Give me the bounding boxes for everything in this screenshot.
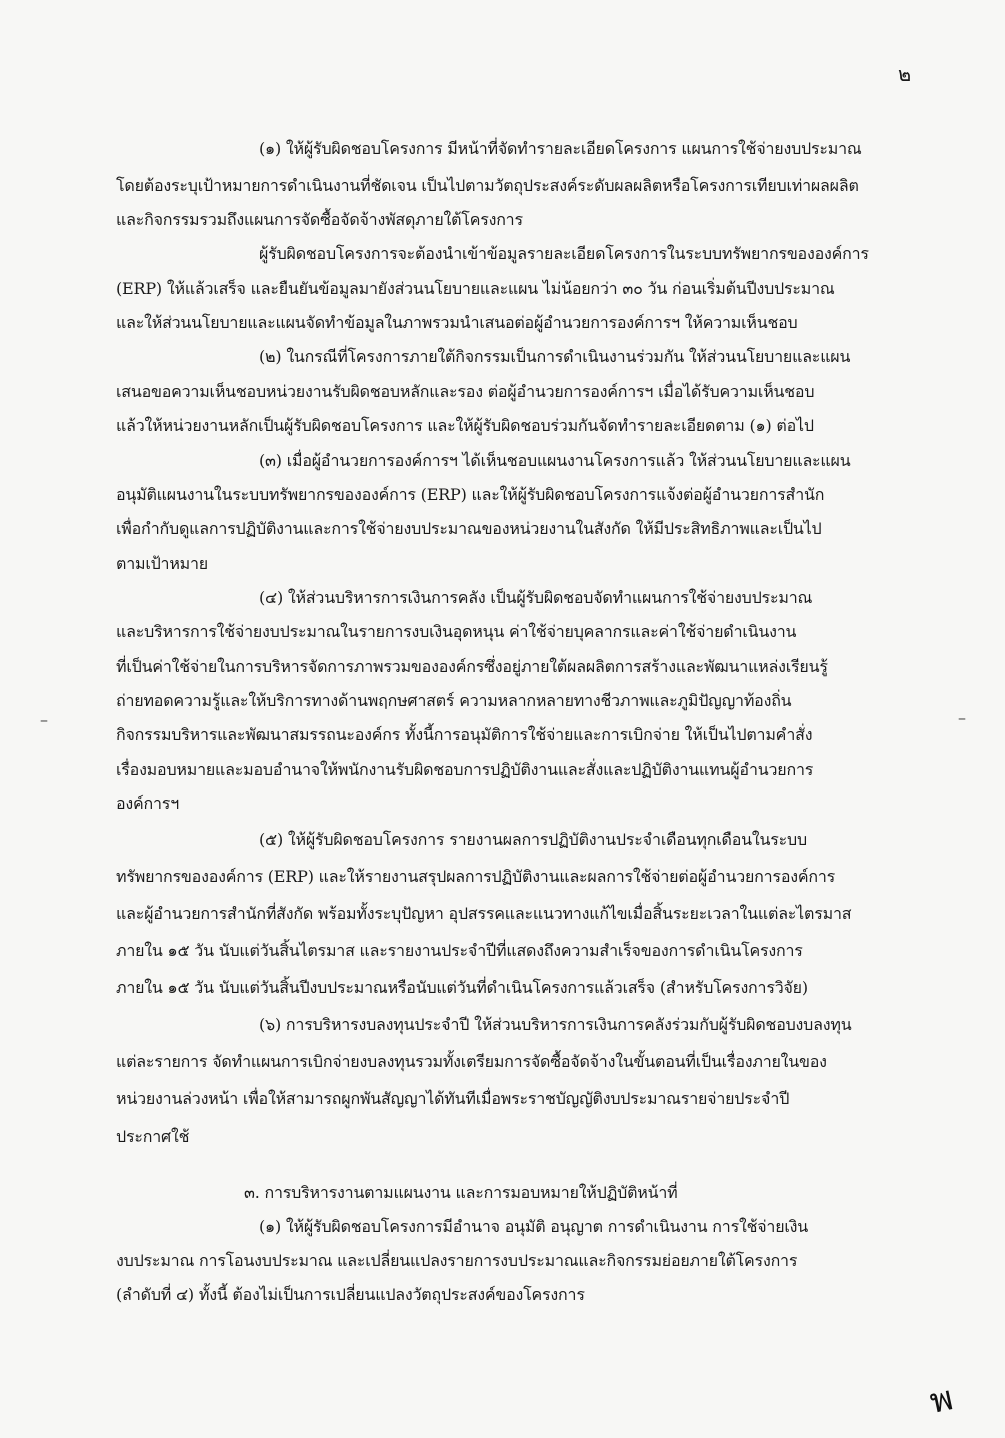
text-line: (๑) ให้ผู้รับผิดชอบโครงการมีอำนาจ อนุมัติ อนุญาต การดำเนินงาน การใช้จ่ายเงิน — [259, 1217, 809, 1236]
scan-mark: – — [958, 708, 966, 727]
text-line: ประกาศใช้ — [116, 1127, 190, 1146]
text-line: อนุมัติแผนงานในระบบทรัพยากรขององค์การ (ERP) และให้ผู้รับผิดชอบโครงการแจ้งต่อผู้อำนวยการสำนัก — [116, 485, 825, 504]
handwritten-initials: พ — [926, 1378, 957, 1422]
text-line: ผู้รับผิดชอบโครงการจะต้องนำเข้าข้อมูลรายละเอียดโครงการในระบบทรัพยากรขององค์การ — [259, 244, 869, 263]
text-line: งบประมาณ การโอนงบประมาณ และเปลี่ยนแปลงรายการงบประมาณและกิจกรรมย่อยภายใต้โครงการ — [116, 1251, 798, 1270]
text-line: หน่วยงานล่วงหน้า เพื่อให้สามารถผูกพันสัญญาได้ทันทีเมื่อพระราชบัญญัติงบประมาณรายจ่ายประจำปี — [116, 1089, 790, 1108]
text-line: และผู้อำนวยการสำนักที่สังกัด พร้อมทั้งระบุปัญหา อุปสรรคและแนวทางแก้ไขเมื่อสิ้นระยะเวลาในแต่ละไตรมาส — [116, 904, 852, 923]
text-line: เรื่องมอบหมายและมอบอำนาจให้พนักงานรับผิดชอบการปฏิบัติงานและสั่งและปฏิบัติงานแทนผู้อำนวยการ — [116, 760, 814, 779]
page-number: ๒ — [898, 62, 912, 86]
text-line: และบริหารการใช้จ่ายงบประมาณในรายการงบเงินอุดหนุน ค่าใช้จ่ายบุคลากรและค่าใช้จ่ายดำเนินงาน — [116, 622, 797, 641]
text-line: ภายใน ๑๕ วัน นับแต่วันสิ้นปีงบประมาณหรือนับแต่วันที่ดำเนินโครงการแล้วเสร็จ (สำหรับโครงการวิจัย) — [116, 978, 808, 997]
text-line: โดยต้องระบุเป้าหมายการดำเนินงานที่ชัดเจน เป็นไปตามวัตถุประสงค์ระดับผลผลิตหรือโครงการเทียบเท่าผลผลิต — [116, 176, 859, 195]
text-line: ถ่ายทอดความรู้และให้บริการทางด้านพฤกษศาสตร์ ความหลากหลายทางชีวภาพและภูมิปัญญาท้องถิ่น — [116, 691, 792, 710]
text-line: (ลำดับที่ ๔) ทั้งนี้ ต้องไม่เป็นการเปลี่ยนแปลงวัตถุประสงค์ของโครงการ — [116, 1285, 585, 1304]
text-line: (๖) การบริหารงบลงทุนประจำปี ให้ส่วนบริหารการเงินการคลังร่วมกับผู้รับผิดชอบงบลงทุน — [259, 1015, 852, 1034]
text-line: (ERP) ให้แล้วเสร็จ และยืนยันข้อมูลมายังส่วนนโยบายและแผน ไม่น้อยกว่า ๓๐ วัน ก่อนเริ่มต้นปีงบประมาณ — [116, 279, 835, 298]
section-heading: ๓. การบริหารงานตามแผนงาน และการมอบหมายให้ปฏิบัติหน้าที่ — [244, 1183, 678, 1202]
text-line: (๓) เมื่อผู้อำนวยการองค์การฯ ได้เห็นชอบแผนงานโครงการแล้ว ให้ส่วนนโยบายและแผน — [259, 451, 851, 470]
text-line: แต่ละรายการ จัดทำแผนการเบิกจ่ายงบลงทุนรวมทั้งเตรียมการจัดซื้อจัดจ้างในขั้นตอนที่เป็นเรื่องภายในของ — [116, 1052, 827, 1071]
text-line: เพื่อกำกับดูแลการปฏิบัติงานและการใช้จ่ายงบประมาณของหน่วยงานในสังกัด ให้มีประสิทธิภาพและเป็นไป — [116, 519, 822, 538]
text-line: ทรัพยากรขององค์การ (ERP) และให้รายงานสรุปผลการปฏิบัติงานและผลการใช้จ่ายต่อผู้อำนวยการองค์การ — [116, 867, 836, 886]
text-line: และให้ส่วนนโยบายและแผนจัดทำข้อมูลในภาพรวมนำเสนอต่อผู้อำนวยการองค์การฯ ให้ความเห็นชอบ — [116, 313, 798, 332]
text-line: เสนอขอความเห็นชอบหน่วยงานรับผิดชอบหลักและรอง ต่อผู้อำนวยการองค์การฯ เมื่อได้รับความเห็นชอบ — [116, 382, 815, 401]
text-line: แล้วให้หน่วยงานหลักเป็นผู้รับผิดชอบโครงการ และให้ผู้รับผิดชอบร่วมกันจัดทำรายละเอียดตาม (๑) ต่อไป — [116, 416, 814, 435]
text-line: องค์การฯ — [116, 794, 179, 813]
text-line: ที่เป็นค่าใช้จ่ายในการบริหารจัดการภาพรวมขององค์กรซึ่งอยู่ภายใต้ผลผลิตการสร้างและพัฒนาแหล่งเรียนรู้ — [116, 657, 828, 676]
text-line: และกิจกรรมรวมถึงแผนการจัดซื้อจัดจ้างพัสดุภายใต้โครงการ — [116, 210, 523, 229]
text-line: กิจกรรมบริหารและพัฒนาสมรรถนะองค์กร ทั้งนี้การอนุมัติการใช้จ่ายและการเบิกจ่าย ให้เป็นไปตามคำสั่ง — [116, 725, 813, 744]
text-line: ภายใน ๑๕ วัน นับแต่วันสิ้นไตรมาส และรายงานประจำปีที่แสดงถึงความสำเร็จของการดำเนินโครงการ — [116, 941, 803, 960]
scan-mark: – — [40, 710, 48, 729]
text-line: ตามเป้าหมาย — [116, 554, 208, 573]
text-line: (๒) ในกรณีที่โครงการภายใต้กิจกรรมเป็นการดำเนินงานร่วมกัน ให้ส่วนนโยบายและแผน — [259, 347, 851, 366]
text-line: (๕) ให้ผู้รับผิดชอบโครงการ รายงานผลการปฏิบัติงานประจำเดือนทุกเดือนในระบบ — [259, 830, 807, 849]
text-line: (๔) ให้ส่วนบริหารการเงินการคลัง เป็นผู้รับผิดชอบจัดทำแผนการใช้จ่ายงบประมาณ — [259, 588, 813, 607]
text-line: (๑) ให้ผู้รับผิดชอบโครงการ มีหน้าที่จัดทำรายละเอียดโครงการ แผนการใช้จ่ายงบประมาณ — [259, 139, 862, 158]
